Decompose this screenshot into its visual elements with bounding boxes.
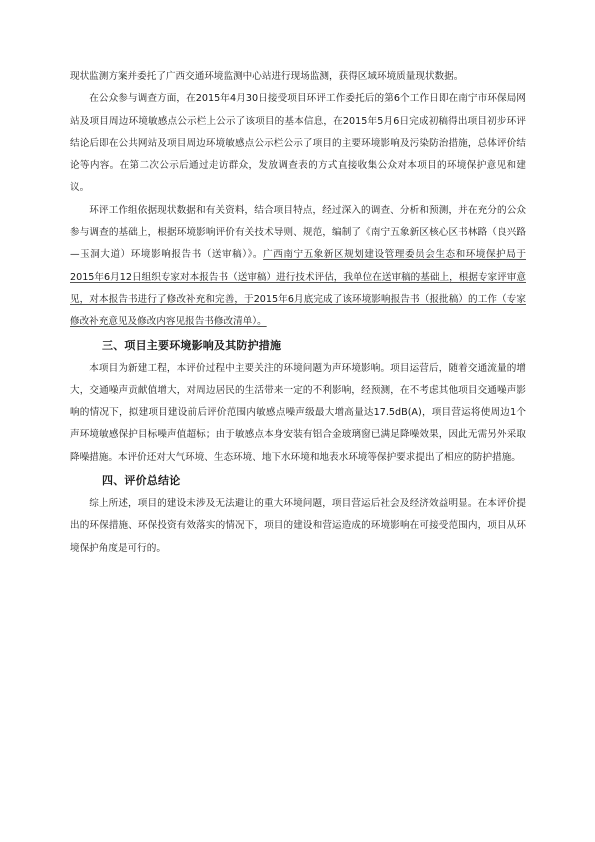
- section-heading-impacts: 三、项目主要环境影响及其防护措施: [102, 338, 282, 352]
- section-heading-conclusion: 四、评价总结论: [102, 474, 181, 488]
- paragraph-impacts-measures: 本项目为新建工程，本评价过程中主要关注的环境问题为声环境影响。项目运营后，随着交通流量的增大，交通噪声贡献值增大，对周边居民的生活带来一定的不利影响，经预测，在不考虑其他项目交通噪声影响的情况下，拟建项目建设前后评价范围内敏感点噪声级最大增高量达17.5dB(A)，项目营运将使周边1个声环境敏感保护目标噪声值超标；由于敏感点本身安装有铝合金玻璃窗已满足降噪效果，因此无需另外采取降噪措施。本评价还对大气环境、生态环境、地下水环境和地表水环境等保护要求提出了相应的防护措施。: [70, 362, 526, 463]
- paragraph-report-preparation: [70, 200, 526, 334]
- paragraph-monitoring-continuation: 现状监测方案并委托了广西交通环境监测中心站进行现场监测，获得区域环境质量现状数据。: [70, 71, 464, 82]
- paragraph-conclusion: 综上所述，项目的建设未涉及无法避让的重大环境问题，项目营运后社会及经济效益明显。在本评价提出的环保措施、环保投资有效落实的情况下，项目的建设和营运造成的环境影响在可接受范围内，项目从环境保护角度是可行的。: [70, 498, 526, 554]
- underlined-revision-text: 广西南宁五象新区规划建设管理委员会生态和环境保护局于2015年6月12日组织专家对本报告书（送审稿）进行技术评估，我单位在送审稿的基础上，根据专家评审意见，对本报告书进行了修改补充和完善，于2015年6月底完成了该环境影响报告书（报批稿）的工作（专家修改补充意见及修改内容见报告书修改清单）。: [70, 249, 527, 328]
- document-body: [70, 66, 526, 560]
- report-preparation-text: 环评工作组依据现状数据和有关资料，结合项目特点，经过深入的调查、分析和预测，并在充分的公众参与调查的基础上，根据环境影响评价有关技术导则、规范，编制了《南宁五象新区核心区书林路（良兴路—玉洞大道）环境影响报告书（送审稿）》。: [70, 204, 526, 261]
- paragraph-public-participation: 在公众参与调查方面，在2015年4月30日接受项目环评工作委托后的第6个工作日即在南宁市环保局网站及项目周边环境敏感点公示栏上公示了该项目的基本信息，在2015年5月6日完成初稿得出项目初步环评结论后即在公共网站及项目周边环境敏感点公示栏公示了项目的主要环境影响及污染防治措施，总体评价结论等内容。在第二次公示后通过走访群众，发放调查表的方式直接收集公众对本项目的环境保护意见和建议。: [70, 93, 526, 194]
